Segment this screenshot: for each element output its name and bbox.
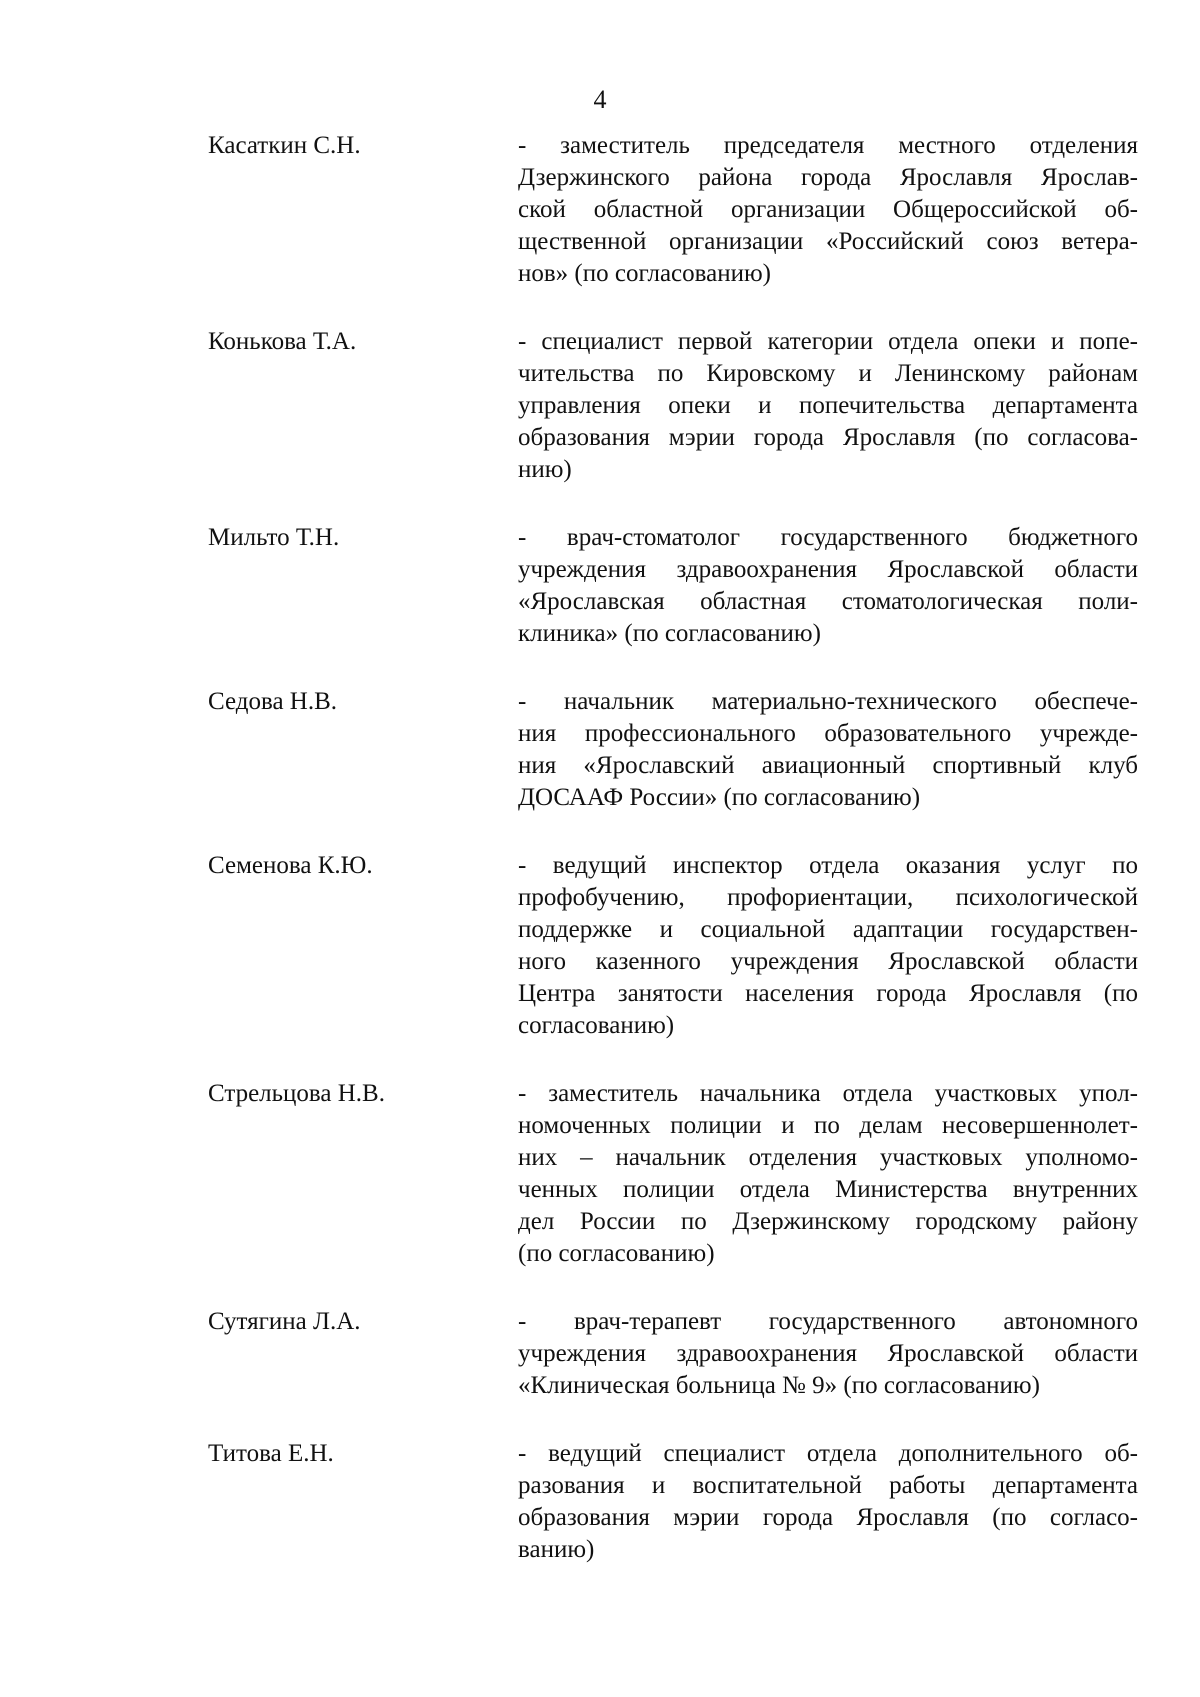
position-line: нов» (по согласованию) — [518, 260, 771, 287]
member-position — [518, 522, 1138, 650]
position-line: ния «Ярославский авиационный спортивный клуб — [518, 752, 1138, 779]
member-position — [518, 130, 1138, 290]
position-line: поддержке и социальной адаптации государствен- — [518, 916, 1138, 943]
member-name: Титова Е.Н. — [208, 1440, 334, 1467]
position-line: «Ярославская областная стоматологическая поли- — [518, 588, 1138, 615]
position-line: них – начальник отделения участковых уполномо- — [518, 1144, 1138, 1171]
position-line: клиника» (по согласованию) — [518, 620, 821, 647]
position-line: щественной организации «Российский союз ветера- — [518, 228, 1138, 255]
position-line: - заместитель начальника отдела участковых упол- — [518, 1080, 1138, 1107]
position-line: управления опеки и попечительства департамента — [518, 392, 1138, 419]
member-name: Мильто Т.Н. — [208, 524, 340, 551]
member-position — [518, 686, 1138, 814]
position-line: - врач-терапевт государственного автономного — [518, 1308, 1138, 1335]
position-line: ванию) — [518, 1536, 595, 1563]
position-line: номоченных полиции и по делам несовершеннолет- — [518, 1112, 1138, 1139]
position-line: - ведущий инспектор отдела оказания услуг по — [518, 852, 1138, 879]
position-line: образования мэрии города Ярославля (по согласова- — [518, 424, 1138, 451]
position-line: - начальник материально-технического обеспече- — [518, 688, 1138, 715]
member-name: Стрельцова Н.В. — [208, 1080, 385, 1107]
position-line: дел России по Дзержинскому городскому району — [518, 1208, 1138, 1235]
member-position — [518, 1078, 1138, 1270]
position-line: (по согласованию) — [518, 1240, 715, 1267]
member-position — [518, 1306, 1138, 1402]
member-name: Касаткин С.Н. — [208, 132, 361, 159]
position-line: - врач-стоматолог государственного бюджетного — [518, 524, 1138, 551]
position-line: ской областной организации Общероссийской об- — [518, 196, 1138, 223]
position-line: ния профессионального образовательного учрежде- — [518, 720, 1138, 747]
position-line: - специалист первой категории отдела опеки и попе- — [518, 328, 1138, 355]
position-line: ченных полиции отдела Министерства внутренних — [518, 1176, 1138, 1203]
position-line: разования и воспитательной работы департамента — [518, 1472, 1138, 1499]
member-position — [518, 1438, 1138, 1566]
member-name: Седова Н.В. — [208, 688, 338, 715]
member-name: Семенова К.Ю. — [208, 852, 373, 879]
position-line: ДОСААФ России» (по согласованию) — [518, 784, 921, 811]
member-position — [518, 850, 1138, 1042]
page-number: 4 — [593, 85, 607, 114]
member-name: Сутягина Л.А. — [208, 1308, 361, 1335]
position-line: Дзержинского района города Ярославля Ярослав- — [518, 164, 1138, 191]
position-line: профобучению, профориентации, психологической — [518, 884, 1138, 911]
position-line: согласованию) — [518, 1012, 675, 1039]
member-position — [518, 326, 1138, 486]
position-line: учреждения здравоохранения Ярославской области — [518, 556, 1138, 583]
position-line: образования мэрии города Ярославля (по согласо- — [518, 1504, 1138, 1531]
position-line: чительства по Кировскому и Ленинскому районам — [518, 360, 1138, 387]
position-line: нию) — [518, 456, 572, 483]
position-line: - заместитель председателя местного отделения — [518, 132, 1138, 159]
position-line: учреждения здравоохранения Ярославской области — [518, 1340, 1138, 1367]
member-name: Конькова Т.А. — [208, 328, 357, 355]
position-line: «Клиническая больница № 9» (по согласованию) — [518, 1372, 1040, 1399]
position-line: ного казенного учреждения Ярославской области — [518, 948, 1138, 975]
position-line: - ведущий специалист отдела дополнительного об- — [518, 1440, 1138, 1467]
position-line: Центра занятости населения города Ярославля (по — [518, 980, 1138, 1007]
